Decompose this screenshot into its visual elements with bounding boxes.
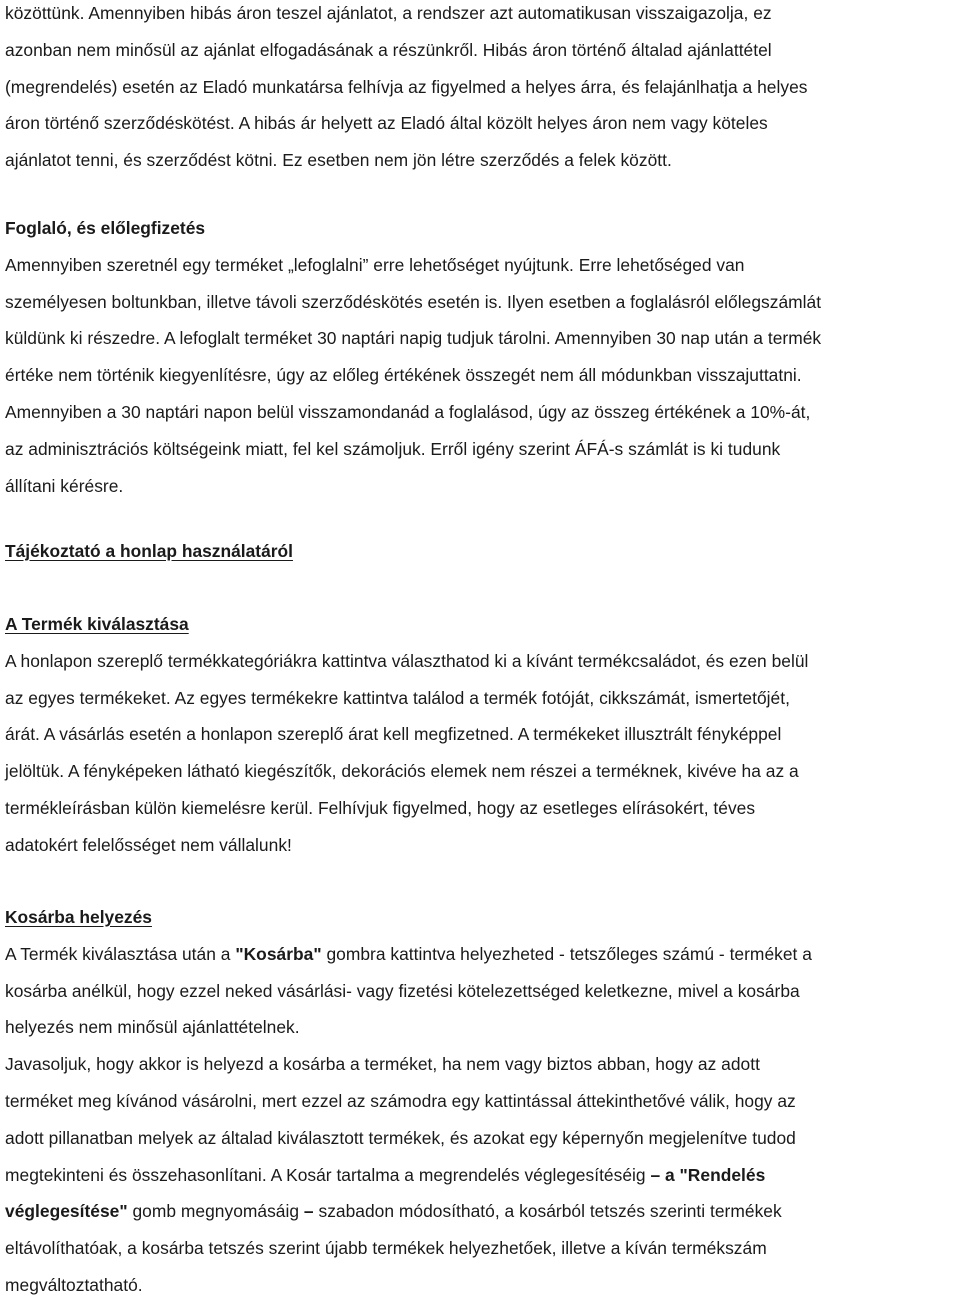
cart-p2-line-5 (5, 1193, 955, 1230)
product-select-line-1: A honlapon szereplő termékkategóriákra kattintva választhatod ki a kívánt termékcsaládot, és ezen belül (5, 650, 809, 671)
cart-p2-line-1: Javasoljuk, hogy akkor is helyezd a kosárba a terméket, ha nem vagy biztos abban, hogy az adott (5, 1054, 760, 1075)
intro-line-3: (megrendelés) esetén az Eladó munkatársa felhívja az figyelmed a helyes árra, és felajánlhatja a helyes (5, 76, 808, 97)
cart-p2-line-5-b: gomb megnyomásáig (127, 1201, 304, 1222)
deposit-line-5: Amennyiben a 30 naptári napon belül visszamondanád a foglalásod, úgy az összeg értékének a 10%-át, (5, 401, 811, 422)
cart-p1-line-1-c: gombra kattintva helyezheted - tetszőleges számú - terméket a (321, 943, 812, 964)
cart-button-name: "Kosárba" (235, 943, 322, 964)
intro-line-2: azonban nem minősül az ajánlat elfogadásának a részünkről. Hibás áron történő általad ajánlattétel (5, 39, 772, 60)
cart-p2-line-5-d: szabadon módosítható, a kosárból tetszés szerinti termékek (313, 1201, 782, 1222)
deposit-line-6: az adminisztrációs költségeink miatt, fel kel számoljuk. Erről igény szerint ÁFÁ-s számlát is ki tudunk (5, 438, 781, 459)
guide-heading: Tájékoztató a honlap használatáról (5, 541, 293, 561)
product-select-line-6: adatokért felelősséget nem vállalunk! (5, 834, 292, 855)
intro-line-5: ajánlatot tenni, és szerződést kötni. Ez esetben nem jön létre szerződés a felek között. (5, 150, 672, 171)
deposit-line-2: személyesen boltunkban, illetve távoli szerződéskötés esetén is. Ilyen esetben a foglalásról előlegszámlát (5, 291, 822, 312)
deposit-section (5, 210, 955, 504)
cart-p2-line-7: megváltoztatható. (5, 1274, 143, 1295)
deposit-line-4: értéke nem történik kiegyenlítésre, úgy az előleg értékének összegét nem áll módunkban visszajuttatni. (5, 365, 802, 386)
cart-p1-line-3: helyezés nem minősül ajánlattételnek. (5, 1017, 300, 1038)
intro-line-1: közöttünk. Amennyiben hibás áron teszel ajánlatot, a rendszer azt automatikusan visszaigazolja, ez (5, 3, 772, 23)
deposit-line-7: állítani kérésre. (5, 475, 124, 496)
cart-p2-line-6: eltávolíthatóak, a kosárba tetszés szerint újabb termékek helyezhetőek, illetve a kíván termékszám (5, 1238, 767, 1259)
cart-p2-line-3: adott pillanatban melyek az általad kiválasztott termékek, és azokat egy képernyőn megjelenítve tudod (5, 1127, 796, 1148)
cart-p2-line-4-a: megtekinteni és összehasonlítani. A Kosár tartalma a megrendelés véglegesítéséig (5, 1164, 651, 1185)
deposit-line-3: küldünk ki részedre. A lefoglalt terméket 30 naptári napig tudjuk tárolni. Amennyiben 30 nap után a termék (5, 328, 822, 349)
product-select-line-2: az egyes termékeket. Az egyes termékekre kattintva találod a termék fotóját, cikkszámát, ismertetőjét, (5, 687, 790, 708)
product-select-line-5: termékleírásban külön kiemelésre kerül. Felhívjuk figyelmed, hogy az esetleges elírásokért, téves (5, 797, 756, 818)
guide-section (5, 533, 955, 570)
product-select-line-4: jelöltük. A fényképeken látható kiegészítők, dekorációs elemek nem részei a terméknek, kivéve ha az a (5, 761, 799, 782)
product-select-line-3: árát. A vásárlás esetén a honlapon szereplő árat kell megfizetned. A termékeket illusztrált fényképpel (5, 724, 782, 745)
deposit-heading: Foglaló, és előlegfizetés (5, 218, 206, 238)
cart-p2-line-2: terméket meg kívánod vásárolni, mert ezzel az számodra egy kattintással áttekinthetővé válik, hogy az (5, 1090, 796, 1111)
deposit-line-1: Amennyiben szeretnél egy terméket „lefoglalni” erre lehetőséget nyújtunk. Erre lehetőséged van (5, 254, 745, 275)
cart-p1-line-2: kosárba anélkül, hogy ezzel neked vásárlási- vagy fizetési kötelezettséged keletkezne, mivel a kosárba (5, 980, 800, 1001)
cart-p2-line-4-b: – a "Rendelés (650, 1164, 766, 1185)
product-select-heading: A Termék kiválasztása (5, 614, 189, 634)
cart-p2-line-4 (5, 1157, 955, 1194)
product-select-section (5, 606, 955, 864)
cart-p2-line-5-c: – (303, 1201, 314, 1222)
cart-heading: Kosárba helyezés (5, 907, 152, 927)
cart-p1-line-1-a: A Termék kiválasztása után a (5, 943, 236, 964)
cart-section (5, 899, 955, 1304)
cart-p1-line-1 (5, 936, 955, 973)
intro-line-4: áron történő szerződéskötést. A hibás ár helyett az Eladó által közölt helyes áron nem vagy köteles (5, 113, 768, 134)
intro-paragraph (5, 0, 955, 179)
cart-p2-line-5-a: véglegesítése" (5, 1201, 128, 1222)
